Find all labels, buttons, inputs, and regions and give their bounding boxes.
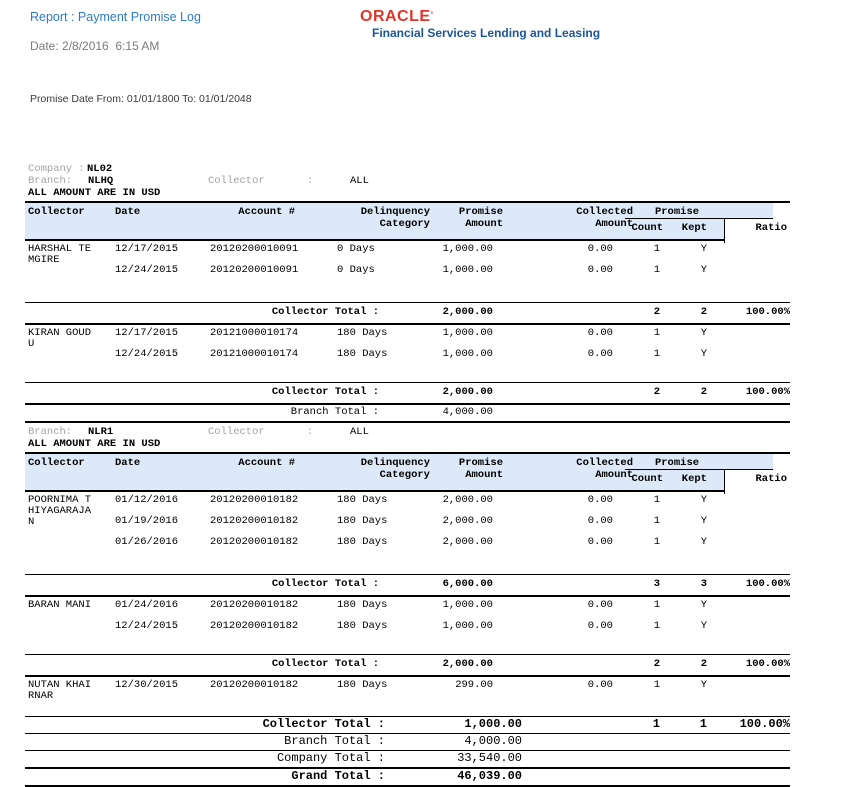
cell-account: 20120200010182 [210, 599, 299, 611]
col-collector: Collector [28, 457, 85, 469]
collector-total-amount: 6,000.00 [442, 578, 493, 590]
collector-total-kept: 2 [700, 658, 707, 670]
collector-name: KIRAN GOUDU [28, 327, 92, 350]
col-account: Account # [238, 206, 295, 218]
col-date: Date [115, 206, 141, 218]
promise-date-filter: Promise Date From: 01/01/1800 To: 01/01/2048 [30, 93, 252, 105]
col-ratio: Ratio [755, 222, 787, 234]
collector-total-amount: 2,000.00 [442, 306, 493, 318]
table-row [25, 495, 790, 516]
branch-label: Branch: [28, 175, 73, 187]
summary-value: 4,000.00 [464, 734, 522, 748]
col-account: Account # [238, 457, 295, 469]
collector-total-ratio: 100.00% [745, 306, 790, 318]
cell-date: 12/30/2015 [115, 679, 179, 691]
table-row [25, 621, 790, 642]
collector-group [25, 677, 790, 701]
col-promise-group: Promise [654, 206, 700, 218]
collector-name: BARAN MANI [28, 599, 92, 611]
cell-delinquency: 180 Days [337, 679, 388, 691]
table-row [25, 328, 790, 349]
cell-account: 20121000010174 [210, 327, 299, 339]
branch-label: Branch: [28, 426, 73, 438]
cell-collected: 0.00 [587, 243, 613, 255]
cell-date: 01/12/2016 [115, 494, 179, 506]
collector-name: POORNIMA THIYAGARAJAN [28, 494, 92, 528]
col-date: Date [115, 457, 141, 469]
collector-total-kept: 2 [700, 386, 707, 398]
col-count: Count [631, 222, 663, 234]
col-kept: Kept [681, 222, 707, 234]
summary-value: 33,540.00 [457, 751, 522, 765]
cell-count: 1 [653, 348, 660, 360]
collector-total-ratio: 100.00% [745, 578, 790, 590]
cell-kept: Y [700, 348, 707, 360]
cell-date: 12/24/2015 [115, 348, 179, 360]
cell-count: 1 [653, 620, 660, 632]
collector-filter-label: Collector [208, 175, 265, 187]
cell-promise: 2,000.00 [442, 515, 493, 527]
cell-delinquency: 180 Days [337, 536, 388, 548]
branch-line [25, 426, 790, 438]
cell-account: 20120200010182 [210, 536, 299, 548]
col-delinquency: Delinquency Category [360, 206, 430, 230]
collector-filter-colon: : [307, 426, 314, 438]
cell-account: 20120200010182 [210, 494, 299, 506]
collector-total-count: 3 [653, 578, 660, 590]
cell-count: 1 [653, 494, 660, 506]
cell-collected: 0.00 [587, 327, 613, 339]
table-row [25, 516, 790, 537]
summary-company-total [25, 751, 790, 769]
cell-date: 01/24/2016 [115, 599, 179, 611]
collector-total-kept: 3 [700, 578, 707, 590]
collector-group [25, 241, 790, 286]
cell-kept: Y [700, 264, 707, 276]
cell-date: 12/17/2015 [115, 243, 179, 255]
col-collected-amount: Collected Amount [576, 457, 633, 481]
collector-total-label: Collector Total : [271, 658, 379, 670]
collector-group [25, 492, 790, 558]
branch-total-amount: 4,000.00 [442, 406, 493, 418]
col-count: Count [631, 473, 663, 485]
report-title-link[interactable]: Report : Payment Promise Log [30, 10, 201, 24]
amount-note: ALL AMOUNT ARE IN USD [28, 438, 161, 450]
branch-line [25, 175, 790, 187]
cell-promise: 2,000.00 [442, 536, 493, 548]
collector-total-row [25, 302, 790, 325]
table-row [25, 244, 790, 265]
collector-total-row [25, 654, 790, 677]
collector-total-label: Collector Total : [271, 386, 379, 398]
cell-promise: 1,000.00 [442, 599, 493, 611]
cell-account: 20120200010091 [210, 264, 299, 276]
cell-count: 1 [653, 599, 660, 611]
collector-total-ratio: 100.00% [745, 658, 790, 670]
cell-account: 20120200010091 [210, 243, 299, 255]
cell-kept: Y [700, 679, 707, 691]
branch-value: NLHQ [88, 175, 114, 187]
oracle-logo-mark: ’ [430, 10, 434, 20]
amount-note: ALL AMOUNT ARE IN USD [28, 187, 161, 199]
summary-grand-total [25, 769, 790, 787]
cell-collected: 0.00 [587, 494, 613, 506]
branch-value: NLR1 [88, 426, 114, 438]
summary-value: 46,039.00 [457, 769, 522, 783]
col-delinquency: Delinquency Category [360, 457, 430, 481]
table-row [25, 600, 790, 621]
collector-total-kept: 2 [700, 306, 707, 318]
table-row [25, 349, 790, 370]
cell-count: 1 [653, 515, 660, 527]
company-label: Company : [28, 163, 85, 175]
collector-filter-colon: : [307, 175, 314, 187]
cell-account: 20120200010182 [210, 679, 299, 691]
collector-filter-label: Collector [208, 426, 265, 438]
summary-label: Collector Total : [262, 717, 385, 731]
report-date: Date: 2/8/2016 6:15 AM [30, 39, 160, 53]
summary-ratio: 100.00% [739, 717, 790, 731]
collector-total-count: 2 [653, 386, 660, 398]
collector-group [25, 325, 790, 370]
cell-date: 01/26/2016 [115, 536, 179, 548]
cell-kept: Y [700, 599, 707, 611]
collector-total-ratio: 100.00% [745, 386, 790, 398]
cell-collected: 0.00 [587, 515, 613, 527]
cell-account: 20120200010182 [210, 515, 299, 527]
col-collector: Collector [28, 206, 85, 218]
summary-collector-total [25, 717, 790, 734]
table-row [25, 265, 790, 286]
summary-count: 1 [652, 717, 660, 731]
brand-tagline: Financial Services Lending and Leasing [372, 26, 601, 40]
summary-kept: 1 [699, 717, 707, 731]
col-promise-amount: Promise Amount [458, 206, 503, 230]
cell-promise: 1,000.00 [442, 348, 493, 360]
collector-name: HARSHAL TEMGIRE [28, 243, 92, 266]
collector-total-count: 2 [653, 658, 660, 670]
cell-count: 1 [653, 536, 660, 548]
summary-label: Branch Total : [284, 734, 385, 748]
cell-kept: Y [700, 327, 707, 339]
cell-promise: 1,000.00 [442, 327, 493, 339]
cell-promise: 1,000.00 [442, 620, 493, 632]
cell-date: 12/24/2015 [115, 264, 179, 276]
cell-delinquency: 0 Days [337, 264, 375, 276]
collector-name: NUTAN KHAIRNAR [28, 679, 92, 702]
cell-kept: Y [700, 494, 707, 506]
cell-date: 12/17/2015 [115, 327, 179, 339]
cell-delinquency: 180 Days [337, 620, 388, 632]
brand-block [360, 8, 600, 40]
cell-account: 20120200010182 [210, 620, 299, 632]
cell-delinquency: 180 Days [337, 599, 388, 611]
collector-total-amount: 2,000.00 [442, 658, 493, 670]
cell-promise: 1,000.00 [442, 243, 493, 255]
summary-value: 1,000.00 [464, 717, 522, 731]
col-kept: Kept [681, 473, 707, 485]
summary-label: Company Total : [276, 751, 385, 765]
cell-kept: Y [700, 620, 707, 632]
cell-count: 1 [653, 327, 660, 339]
cell-kept: Y [700, 536, 707, 548]
cell-date: 12/24/2015 [115, 620, 179, 632]
oracle-logo: ORACLE [360, 8, 431, 25]
summary-block [25, 716, 790, 787]
branch-total-row [25, 405, 790, 423]
cell-promise: 299.00 [455, 679, 493, 691]
col-ratio: Ratio [755, 473, 787, 485]
cell-kept: Y [700, 515, 707, 527]
cell-collected: 0.00 [587, 620, 613, 632]
summary-label: Grand Total : [291, 769, 385, 783]
col-promise-group: Promise [654, 457, 700, 469]
cell-collected: 0.00 [587, 348, 613, 360]
cell-kept: Y [700, 243, 707, 255]
col-promise-amount: Promise Amount [458, 457, 503, 481]
table-header [25, 452, 790, 492]
collector-filter-value: ALL [350, 426, 369, 438]
collector-total-row [25, 382, 790, 405]
collector-total-count: 2 [653, 306, 660, 318]
company-value: NL02 [87, 163, 113, 175]
report-body [25, 163, 790, 787]
cell-count: 1 [653, 264, 660, 276]
cell-collected: 0.00 [587, 679, 613, 691]
cell-date: 01/19/2016 [115, 515, 179, 527]
branch-total-label: Branch Total : [290, 406, 379, 418]
collector-total-label: Collector Total : [271, 306, 379, 318]
collector-total-row [25, 574, 790, 597]
table-row [25, 680, 790, 701]
cell-count: 1 [653, 679, 660, 691]
collector-total-label: Collector Total : [271, 578, 379, 590]
collector-total-amount: 2,000.00 [442, 386, 493, 398]
collector-group [25, 597, 790, 642]
cell-delinquency: 180 Days [337, 327, 388, 339]
company-line [25, 163, 790, 175]
cell-delinquency: 180 Days [337, 515, 388, 527]
cell-collected: 0.00 [587, 264, 613, 276]
cell-delinquency: 180 Days [337, 494, 388, 506]
cell-promise: 1,000.00 [442, 264, 493, 276]
cell-delinquency: 0 Days [337, 243, 375, 255]
cell-account: 20121000010174 [210, 348, 299, 360]
collector-filter-value: ALL [350, 175, 369, 187]
col-collected-amount: Collected Amount [576, 206, 633, 230]
summary-branch-total [25, 734, 790, 751]
table-header [25, 201, 790, 241]
table-row [25, 537, 790, 558]
cell-promise: 2,000.00 [442, 494, 493, 506]
cell-collected: 0.00 [587, 536, 613, 548]
cell-collected: 0.00 [587, 599, 613, 611]
cell-delinquency: 180 Days [337, 348, 388, 360]
cell-count: 1 [653, 243, 660, 255]
